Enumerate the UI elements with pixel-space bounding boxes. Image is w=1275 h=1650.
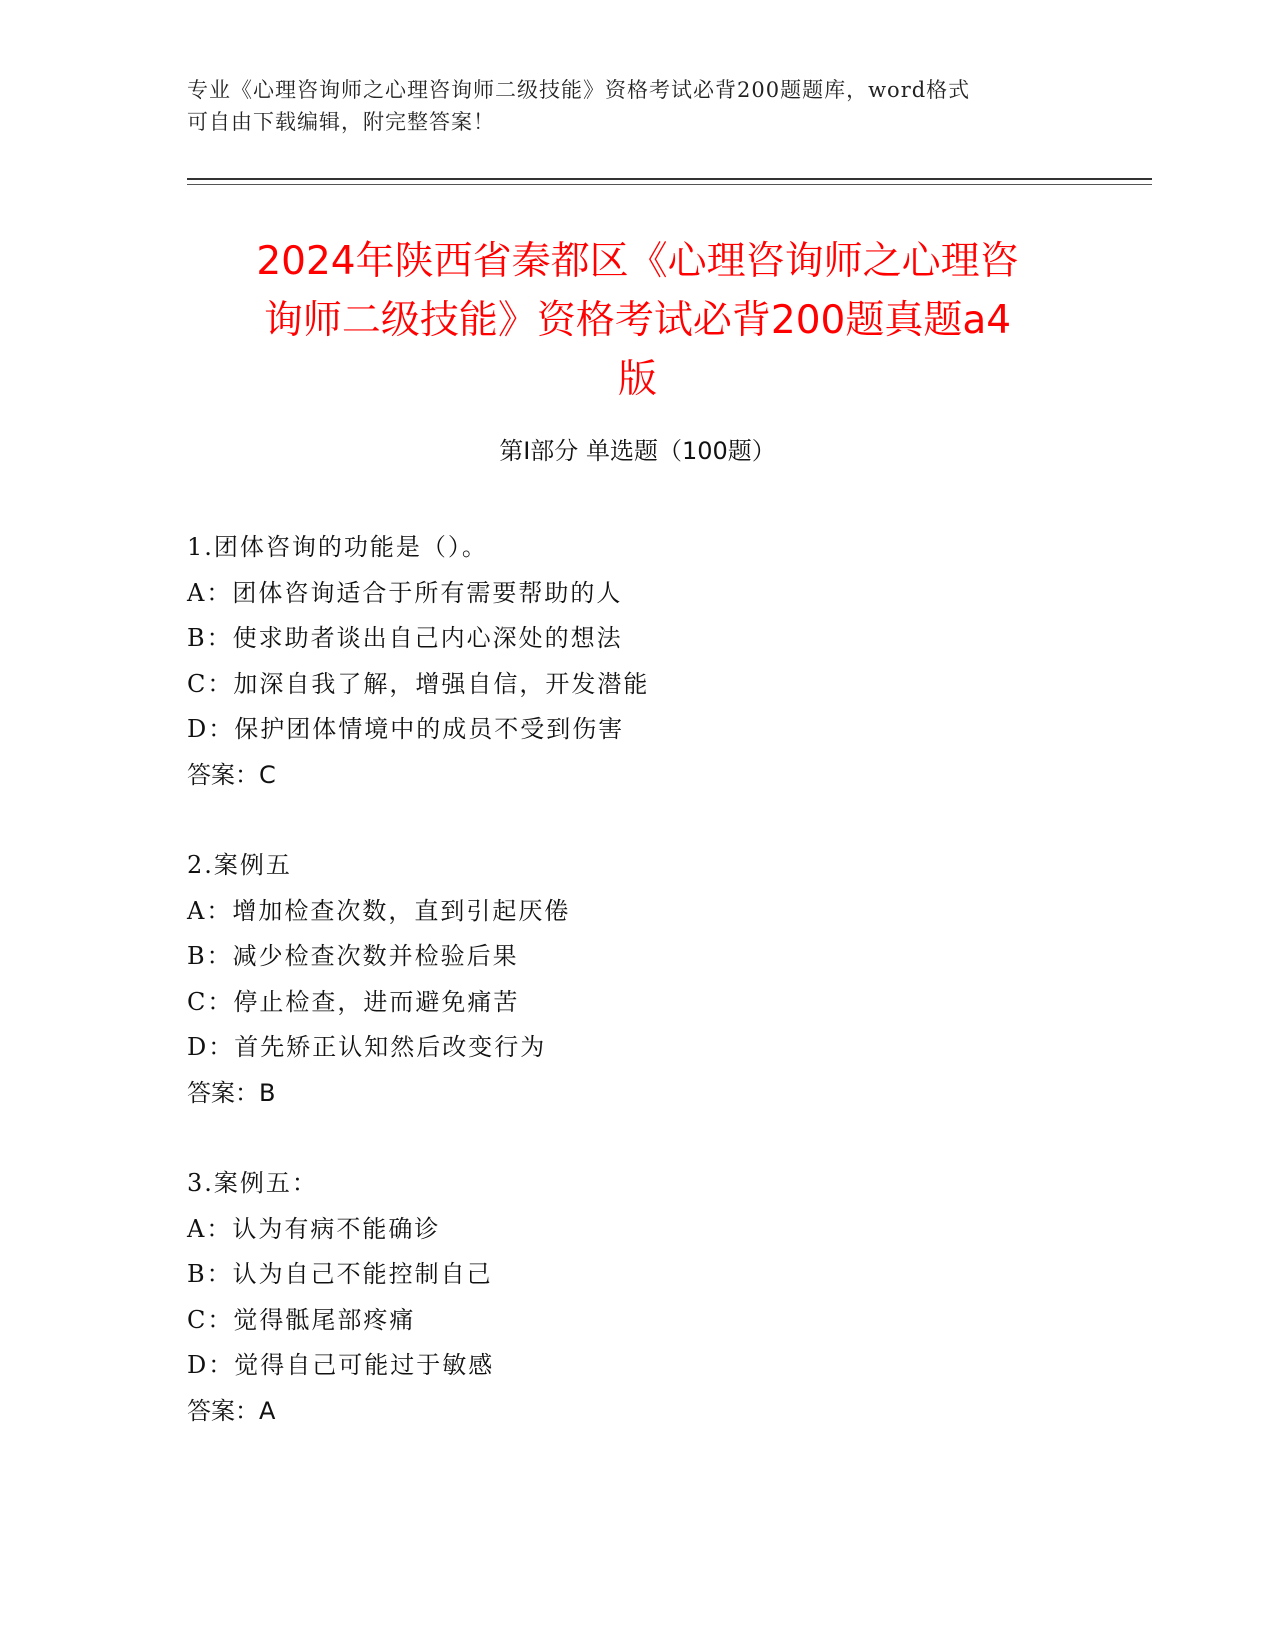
header-note-line-2: 可自由下载编辑，附完整答案！ (187, 110, 495, 134)
document-title (170, 232, 1105, 409)
answer-line: 答案：B (187, 1078, 276, 1107)
option-d: D：保护团体情境中的成员不受到伤害 (187, 715, 625, 743)
option-b: B：减少检查次数并检验后果 (187, 942, 519, 970)
option-c: C：加深自我了解，增强自信，开发潜能 (187, 669, 650, 698)
option-b: B：认为自己不能控制自己 (187, 1260, 493, 1288)
question-item (187, 525, 1087, 798)
option-a: A：认为有病不能确诊 (187, 1214, 441, 1243)
answer-line: 答案：C (187, 760, 276, 789)
question-stem: 3.案例五： (187, 1169, 318, 1197)
document-title-line-3: 版 (617, 357, 657, 402)
header-divider (187, 178, 1152, 180)
question-item (187, 1161, 1087, 1434)
answer-line: 答案：A (187, 1396, 276, 1425)
option-d: D：首先矫正认知然后改变行为 (187, 1033, 547, 1061)
header-note (187, 74, 1067, 138)
option-b: B：使求助者谈出自己内心深处的想法 (187, 624, 623, 652)
header-note-line-1: 专业《心理咨询师之心理咨询师二级技能》资格考试必背200题题库，word格式 (187, 78, 971, 102)
option-a: A：团体咨询适合于所有需要帮助的人 (187, 578, 623, 607)
option-d: D：觉得自己可能过于敏感 (187, 1351, 495, 1379)
section-heading: 第Ⅰ部分 单选题（100题） (499, 437, 776, 465)
question-item (187, 843, 1087, 1116)
question-stem: 2.案例五 (187, 851, 292, 879)
option-c: C：觉得骶尾部疼痛 (187, 1305, 416, 1334)
option-c: C：停止检查，进而避免痛苦 (187, 987, 520, 1016)
document-title-line-1: 2024年陕西省秦都区《心理咨询师之心理咨 (256, 239, 1019, 284)
question-stem: 1.团体咨询的功能是（）。 (187, 533, 488, 561)
document-title-line-2: 询师二级技能》资格考试必背200题真题a4 (263, 298, 1012, 343)
question-list (187, 525, 1087, 1479)
header-divider-thin (187, 184, 1152, 185)
option-a: A：增加检查次数，直到引起厌倦 (187, 896, 571, 925)
